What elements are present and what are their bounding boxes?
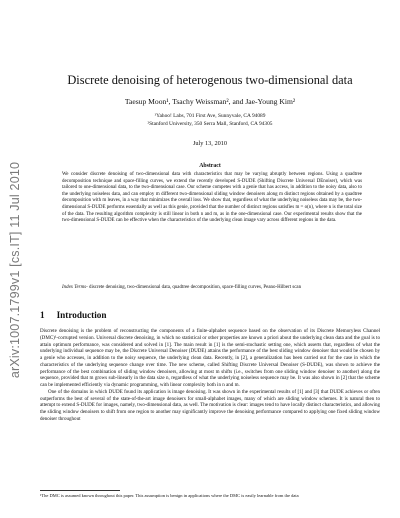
- affiliation-1: ¹Yahoo! Labs, 701 First Ave, Sunnyvale, CA 94089: [154, 113, 266, 119]
- affiliations: [40, 112, 380, 128]
- paragraph: Discrete denoising is the problem of reconstructing the components of a finite-alphabet sequence based on the observation of its Discrete Memoryless Channel (DMC)¹-corrupted version. Universal discrete denoising, in which no statistical or other properties are known a priori about the underlying clean data and the goal is to attain optimum performance, was considered and solved in [1]. The main result in [1] is the semi-stochastic setting one, which asserts that, regardless of what the underlying individual sequence may be, the Discrete Universal Denoiser (DUDE) attains the performance of the best sliding window denoiser that would be chosen by a genie who accesses, in addition to the noisy sequence, the underlying clean data. Recently, in [2], a generalization has been carried out for the case in which the characteristics of the underlying sequence change over time. The new scheme, called Shifting Discrete Universal Denoiser (S-DUDE), was shown to achieve the performance of the best combination of sliding window denoisers, allowing at most m shifts (i.e., switches from one sliding window denoiser to another) along the sequence, provided that m grows sub-linearly in the data size n, regardless of what the underlying noiseless sequence may be. It was also shown in [2] that the scheme can be implemented efficiently via dynamic programming, with linear complexity both in n and m.: [40, 328, 380, 388]
- abstract-heading: Abstract: [199, 163, 221, 169]
- section-number: 1: [40, 310, 45, 320]
- paper-date: July 13, 2010: [192, 140, 228, 147]
- paper-title: Discrete denoising of heterogenous two-dimensional data: [67, 73, 353, 87]
- index-terms: [62, 285, 362, 292]
- section-title: Introduction: [56, 310, 107, 320]
- body-text: [40, 328, 380, 423]
- footnote-rule: [40, 490, 120, 491]
- paragraph: One of the domains in which DUDE found its application is image denoising. It was shown in the experimental results of [1] and [3] that DUDE achieves or often outperforms the best of several of the state-of-the-art image denoisers for small-alphabet images, many of which are sliding window schemes. It is natural then to attempt to extend S-DUDE for images, namely, two-dimensional data, as well. The motivation is clear: images tend to have locally distinct characteristics, and allowing the sliding window denoisers to shift from one region to another may significantly improve the denoising performance compared to applying one fixed sliding window denoiser throughout: [40, 388, 380, 422]
- footnote: ¹The DMC is assumed known throughout this paper. This assumption is benign in applications where the DMC is easily learnable from the data: [40, 493, 299, 498]
- author-list: Taesup Moon¹, Tsachy Weissman², and Jae-Young Kim²: [124, 97, 296, 106]
- affiliation-2: ²Stanford University, 350 Serra Mall, Stanford, CA 94305: [147, 121, 273, 127]
- arxiv-stamp: [2, 150, 28, 390]
- index-terms-text: discrete denoising, two-dimensional data, quadtree decomposition, space-filling curves, Peano-Hilbert scan: [87, 285, 302, 290]
- index-terms-label: Index Terms-: [62, 285, 88, 290]
- section-heading: [40, 310, 106, 320]
- abstract-text: We consider discrete denoising of two-dimensional data with characteristics that may be varying abruptly between regions. Using a quadtree decomposition technique and space-filling curves, we extend the recently developed S-DUDE (Shifting Discrete Universal DEnoiser), which was tailored to one-dimensional data, to the two-dimensional case. Our scheme competes with a genie that has access, in addition to the noisy data, also to the underlying noiseless data, and can employ m different two-dimensional sliding window denoisers along m distinct regions obtained by a quadtree decomposition with m leaves, in a way that minimizes the overall loss. We show that, regardless of what the underlying noiseless data may be, the two-dimensional S-DUDE performs essentially as well as this genie, provided that the number of distinct regions satisfies m = o(n), where n is the total size of the data. The resulting algorithm complexity is still linear in both n and m, as in the one-dimensional case. Our experimental results show that the two-dimensional S-DUDE can be effective when the characteristics of the underlying clean image vary across different regions in the data.: [62, 172, 362, 224]
- arxiv-identifier: arXiv:1007.1799v1 [cs.IT] 11 Jul 2010: [8, 161, 22, 379]
